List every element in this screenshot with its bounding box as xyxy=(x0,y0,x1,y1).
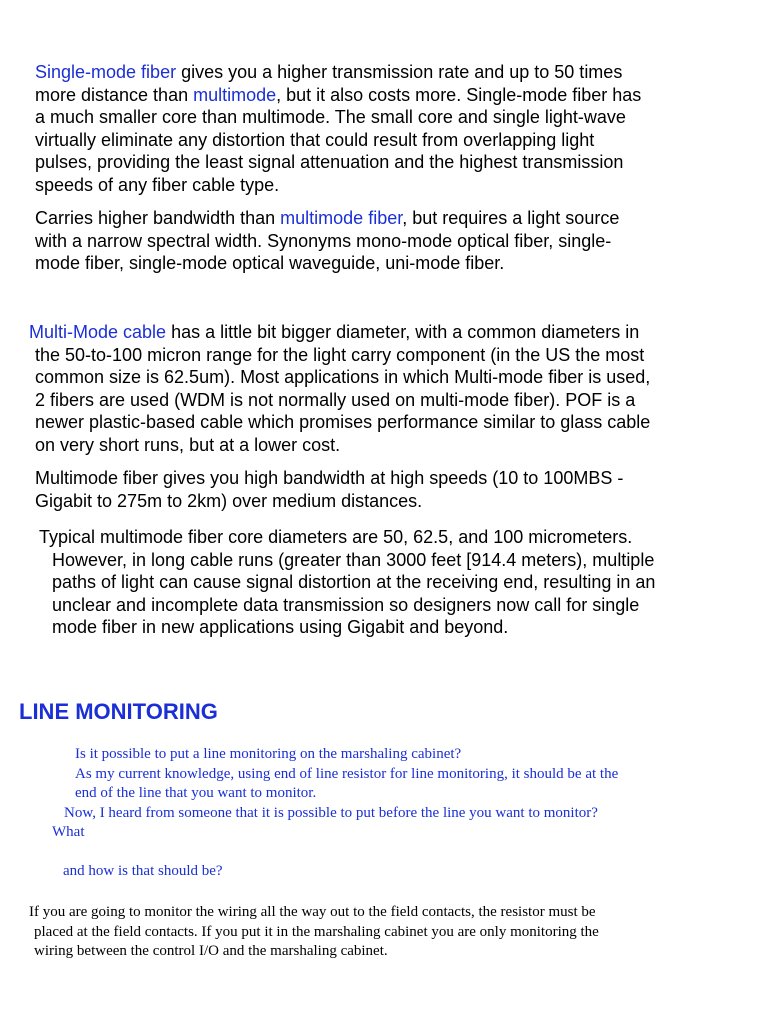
core-diameters-paragraph xyxy=(39,526,656,639)
question-line: end of the line that you want to monitor. xyxy=(75,785,317,801)
text-line: common size is 62.5um). Most applications in which Multi-mode fiber is used, xyxy=(35,367,651,388)
answer-line: wiring between the control I/O and the marshaling cabinet. xyxy=(34,943,388,959)
text-line: Carries higher bandwidth than multimode fiber, but requires a light source xyxy=(35,208,620,228)
text-line: Single-mode fiber gives you a higher transmission rate and up to 50 times xyxy=(35,62,623,82)
text-line: on very short runs, but at a lower cost. xyxy=(35,434,341,455)
text-line: mode fiber in new applications using Gigabit and beyond. xyxy=(52,617,509,638)
text-line: However, in long cable runs (greater than 3000 feet [914.4 meters), multiple xyxy=(52,549,655,570)
text-line: paths of light can cause signal distortion at the receiving end, resulting in an xyxy=(52,572,656,593)
text-line: more distance than multimode, but it also costs more. Single-mode fiber has xyxy=(35,84,642,105)
multi-mode-paragraph xyxy=(29,321,651,457)
line-monitoring-heading: LINE MONITORING xyxy=(19,699,218,724)
text-line: mode fiber, single-mode optical waveguide, uni-mode fiber. xyxy=(35,253,505,274)
text-line: speeds of any fiber cable type. xyxy=(35,174,280,195)
question-line: Now, I heard from someone that it is possible to put before the line you want to monitor? xyxy=(64,804,598,821)
text-line: pulses, providing the least signal attenuation and the highest transmission xyxy=(35,152,624,173)
multimode-bandwidth-paragraph xyxy=(35,467,623,512)
question-line: and how is that should be? xyxy=(63,862,223,879)
question-line: Is it possible to put a line monitoring on the marshaling cabinet? xyxy=(75,746,462,762)
text-line: virtually eliminate any distortion that could result from overlapping light xyxy=(35,129,595,150)
text-line: unclear and incomplete data transmission so designers now call for single xyxy=(52,594,640,615)
text-line: 2 fibers are used (WDM is not normally used on multi-mode fiber). POF is a xyxy=(35,389,636,410)
question-line: What xyxy=(52,824,85,840)
answer-line: placed at the field contacts. If you put it in the marshaling cabinet you are only monitoring the xyxy=(34,923,599,940)
multimode-term: multimode xyxy=(193,84,277,105)
text-line: with a narrow spectral width. Synonyms mono-mode optical fiber, single- xyxy=(35,230,612,251)
text-line: Multi-Mode cable has a little bit bigger diameter, with a common diameters in xyxy=(29,322,640,342)
answer-line: If you are going to monitor the wiring all the way out to the field contacts, the resistor must be xyxy=(29,904,596,920)
single-mode-paragraph xyxy=(35,61,641,197)
single-mode-fiber-term: Single-mode fiber xyxy=(35,62,177,82)
question-line: As my current knowledge, using end of line resistor for line monitoring, it should be at the xyxy=(75,765,619,782)
text-line: the 50-to-100 micron range for the light carry component (in the US the most xyxy=(35,344,645,365)
text-line: Multimode fiber gives you high bandwidth at high speeds (10 to 100MBS - xyxy=(35,468,624,488)
text-line: Typical multimode fiber core diameters are 50, 62.5, and 100 micrometers. xyxy=(39,527,633,547)
text-line: a much smaller core than multimode. The small core and single light-wave xyxy=(35,107,626,128)
multi-mode-cable-term: Multi-Mode cable xyxy=(29,322,167,342)
text-line: newer plastic-based cable which promises performance similar to glass cable xyxy=(35,412,651,433)
text-line: Gigabit to 275m to 2km) over medium distances. xyxy=(35,490,423,511)
answer-block xyxy=(0,903,768,962)
bandwidth-paragraph xyxy=(35,207,619,275)
multimode-fiber-term: multimode fiber xyxy=(280,208,403,228)
question-block xyxy=(0,745,768,881)
